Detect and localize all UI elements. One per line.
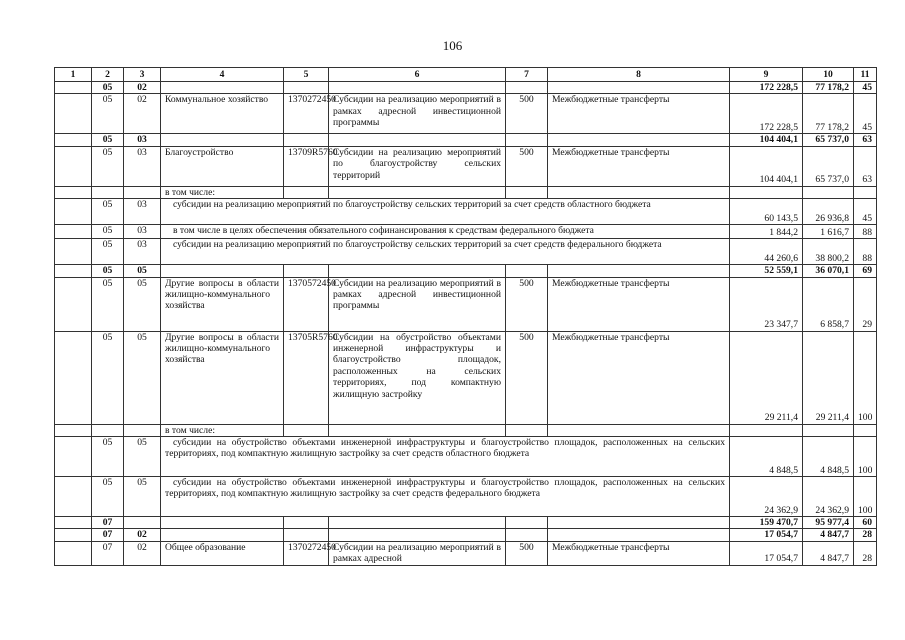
planned-amount: 104 404,1: [730, 134, 803, 146]
section-code: 05: [92, 265, 124, 277]
empty-cell: [55, 94, 92, 134]
section-code: 05: [92, 437, 124, 477]
subsection-code: 05: [124, 477, 161, 517]
header-cell: 1: [55, 68, 92, 82]
actual-amount: 95 977,4: [803, 517, 854, 529]
percent-value: 69: [854, 265, 877, 277]
section-code: 05: [92, 225, 124, 239]
subsection-code: [124, 517, 161, 529]
empty-cell: [55, 529, 92, 541]
planned-amount: 172 228,5: [730, 94, 803, 134]
section-code: 07: [92, 517, 124, 529]
item-name: Благоустройство: [161, 146, 284, 186]
empty-cell: [161, 82, 284, 94]
target-code: 1370572450: [284, 277, 329, 331]
header-cell: 11: [854, 68, 877, 82]
actual-amount: 4 848,5: [803, 437, 854, 477]
actual-amount: 1 616,7: [803, 225, 854, 239]
percent-value: 63: [854, 146, 877, 186]
target-code: 13709R5760: [284, 146, 329, 186]
empty-cell: [284, 529, 329, 541]
planned-amount: 60 143,5: [730, 199, 803, 225]
target-code: 1370272450: [284, 541, 329, 565]
actual-amount: 36 070,1: [803, 265, 854, 277]
subitem-text: субсидии на обустройство объектами инженерной инфраструктуры и благоустройство площадок, расположенных на сельских территориях, под компактную жилищную застройку за счет средств областного бюджета: [161, 437, 730, 477]
note-row: [55, 424, 877, 436]
empty-cell: [55, 134, 92, 146]
empty-cell: [284, 517, 329, 529]
subitem-row: [55, 225, 877, 239]
note-row: [55, 186, 877, 198]
item-description: Субсидии на реализацию мероприятий в рамках адресной инвестиционной программы: [329, 277, 506, 331]
planned-amount: 29 211,4: [730, 331, 803, 424]
empty-cell: [506, 265, 548, 277]
planned-amount: 44 260,6: [730, 239, 803, 265]
empty-cell: [92, 424, 124, 436]
empty-cell: [284, 265, 329, 277]
table-row: [55, 331, 877, 424]
header-cell: 4: [161, 68, 284, 82]
percent-value: 45: [854, 94, 877, 134]
actual-amount: 4 847,7: [803, 529, 854, 541]
actual-amount: 65 737,0: [803, 134, 854, 146]
empty-cell: [548, 82, 730, 94]
expense-type: 500: [506, 94, 548, 134]
actual-amount: 6 858,7: [803, 277, 854, 331]
section-total-row: [55, 529, 877, 541]
actual-amount: 24 362,9: [803, 477, 854, 517]
subsection-code: 03: [124, 146, 161, 186]
page-number: 106: [442, 38, 463, 53]
header-cell: 8: [548, 68, 730, 82]
subsection-code: 02: [124, 94, 161, 134]
empty-cell: [506, 424, 548, 436]
empty-cell: [329, 265, 506, 277]
subitem-text: субсидии на реализацию мероприятий по благоустройству сельских территорий за счет средств областного бюджета: [161, 199, 730, 225]
percent-value: 100: [854, 437, 877, 477]
expense-kind: Межбюджетные трансферты: [548, 541, 730, 565]
subitem-row: [55, 239, 877, 265]
expense-kind: Межбюджетные трансферты: [548, 94, 730, 134]
subsection-code: 05: [124, 265, 161, 277]
subsection-code: 02: [124, 82, 161, 94]
actual-amount: 77 178,2: [803, 82, 854, 94]
empty-cell: [548, 265, 730, 277]
empty-cell: [284, 424, 329, 436]
subitem-text: субсидии на реализацию мероприятий по благоустройству сельских территорий за счет средств федерального бюджета: [161, 239, 730, 265]
item-name: Коммунальное хозяйство: [161, 94, 284, 134]
item-description: Субсидии на обустройство объектами инженерной инфраструктуры и благоустройство площадок, расположенных на сельских территориях, под компактную жилищную застройку: [329, 331, 506, 424]
planned-amount: 17 054,7: [730, 541, 803, 565]
subsection-code: 02: [124, 541, 161, 565]
empty-cell: [329, 186, 506, 198]
empty-cell: [55, 186, 92, 198]
empty-cell: [55, 541, 92, 565]
header-cell: 7: [506, 68, 548, 82]
empty-cell: [506, 186, 548, 198]
percent-value: 88: [854, 225, 877, 239]
expense-kind: Межбюджетные трансферты: [548, 146, 730, 186]
subsection-code: 03: [124, 239, 161, 265]
empty-cell: [92, 186, 124, 198]
empty-cell: [55, 477, 92, 517]
subsection-code: 05: [124, 437, 161, 477]
empty-cell: [55, 424, 92, 436]
percent-value: 60: [854, 517, 877, 529]
percent-value: 45: [854, 82, 877, 94]
note-label: в том числе:: [161, 186, 284, 198]
empty-cell: [161, 529, 284, 541]
header-cell: 2: [92, 68, 124, 82]
section-code: 05: [92, 239, 124, 265]
empty-cell: [55, 239, 92, 265]
item-name: Другие вопросы в области жилищно-коммунального хозяйства: [161, 331, 284, 424]
planned-amount: 23 347,7: [730, 277, 803, 331]
budget-table: [54, 67, 877, 566]
empty-cell: [506, 134, 548, 146]
table-row: [55, 94, 877, 134]
item-name: Общее образование: [161, 541, 284, 565]
item-description: Субсидии на реализацию мероприятий по благоустройству сельских территорий: [329, 146, 506, 186]
empty-cell: [284, 134, 329, 146]
subitem-row: [55, 199, 877, 225]
empty-cell: [329, 134, 506, 146]
expense-type: 500: [506, 331, 548, 424]
planned-amount: 159 470,7: [730, 517, 803, 529]
expense-type: 500: [506, 277, 548, 331]
section-total-row: [55, 134, 877, 146]
header-cell: 5: [284, 68, 329, 82]
section-code: 07: [92, 541, 124, 565]
expense-kind: Межбюджетные трансферты: [548, 277, 730, 331]
subsection-code: 02: [124, 529, 161, 541]
empty-cell: [124, 186, 161, 198]
subitem-text: в том числе в целях обеспечения обязательного софинансирования к средствам федерального бюджета: [161, 225, 730, 239]
empty-cell: [548, 424, 730, 436]
percent-value: 29: [854, 277, 877, 331]
subsection-code: 03: [124, 199, 161, 225]
empty-cell: [854, 186, 877, 198]
subitem-row: [55, 437, 877, 477]
percent-value: 63: [854, 134, 877, 146]
empty-cell: [548, 186, 730, 198]
empty-cell: [55, 199, 92, 225]
planned-amount: 24 362,9: [730, 477, 803, 517]
empty-cell: [55, 82, 92, 94]
table-row: [55, 277, 877, 331]
percent-value: 100: [854, 331, 877, 424]
percent-value: 28: [854, 529, 877, 541]
section-code: 05: [92, 477, 124, 517]
empty-cell: [124, 424, 161, 436]
section-code: 05: [92, 331, 124, 424]
subsection-code: 05: [124, 277, 161, 331]
header-row: [55, 68, 877, 82]
subsection-code: 05: [124, 331, 161, 424]
section-code: 05: [92, 199, 124, 225]
planned-amount: 52 559,1: [730, 265, 803, 277]
percent-value: 28: [854, 541, 877, 565]
empty-cell: [55, 265, 92, 277]
empty-cell: [284, 186, 329, 198]
item-description: Субсидии на реализацию мероприятий в рамках адресной: [329, 541, 506, 565]
subsection-code: 03: [124, 134, 161, 146]
empty-cell: [329, 517, 506, 529]
section-code: 05: [92, 146, 124, 186]
empty-cell: [803, 424, 854, 436]
empty-cell: [55, 437, 92, 477]
empty-cell: [548, 529, 730, 541]
planned-amount: 4 848,5: [730, 437, 803, 477]
empty-cell: [803, 186, 854, 198]
empty-cell: [548, 134, 730, 146]
empty-cell: [329, 82, 506, 94]
empty-cell: [161, 265, 284, 277]
empty-cell: [329, 424, 506, 436]
empty-cell: [329, 529, 506, 541]
empty-cell: [284, 82, 329, 94]
target-code: 1370272450: [284, 94, 329, 134]
section-code: 05: [92, 94, 124, 134]
item-description: Субсидии на реализацию мероприятий в рамках адресной инвестиционной программы: [329, 94, 506, 134]
note-label: в том числе:: [161, 424, 284, 436]
empty-cell: [730, 424, 803, 436]
subitem-text: субсидии на обустройство объектами инженерной инфраструктуры и благоустройство площадок, расположенных на сельских территориях, под компактную жилищную застройку за счет средств федерального бюджета: [161, 477, 730, 517]
empty-cell: [730, 186, 803, 198]
percent-value: 45: [854, 199, 877, 225]
section-total-row: [55, 265, 877, 277]
empty-cell: [55, 225, 92, 239]
planned-amount: 104 404,1: [730, 146, 803, 186]
empty-cell: [55, 331, 92, 424]
section-code: 05: [92, 82, 124, 94]
percent-value: 100: [854, 477, 877, 517]
empty-cell: [55, 277, 92, 331]
target-code: 13705R5760: [284, 331, 329, 424]
subitem-row: [55, 477, 877, 517]
actual-amount: 4 847,7: [803, 541, 854, 565]
section-code: 05: [92, 134, 124, 146]
subsection-code: 03: [124, 225, 161, 239]
section-total-row: [55, 517, 877, 529]
expense-type: 500: [506, 541, 548, 565]
table-row: [55, 146, 877, 186]
planned-amount: 172 228,5: [730, 82, 803, 94]
section-code: 05: [92, 277, 124, 331]
empty-cell: [161, 517, 284, 529]
expense-kind: Межбюджетные трансферты: [548, 331, 730, 424]
expense-type: 500: [506, 146, 548, 186]
empty-cell: [161, 134, 284, 146]
planned-amount: 17 054,7: [730, 529, 803, 541]
empty-cell: [854, 424, 877, 436]
empty-cell: [506, 529, 548, 541]
planned-amount: 1 844,2: [730, 225, 803, 239]
empty-cell: [55, 517, 92, 529]
empty-cell: [506, 82, 548, 94]
empty-cell: [506, 517, 548, 529]
section-code: 07: [92, 529, 124, 541]
empty-cell: [548, 517, 730, 529]
section-total-row: [55, 82, 877, 94]
actual-amount: 26 936,8: [803, 199, 854, 225]
actual-amount: 29 211,4: [803, 331, 854, 424]
header-cell: 3: [124, 68, 161, 82]
table-row: [55, 541, 877, 565]
percent-value: 88: [854, 239, 877, 265]
empty-cell: [55, 146, 92, 186]
actual-amount: 65 737,0: [803, 146, 854, 186]
header-cell: 9: [730, 68, 803, 82]
actual-amount: 38 800,2: [803, 239, 854, 265]
header-cell: 6: [329, 68, 506, 82]
header-cell: 10: [803, 68, 854, 82]
item-name: Другие вопросы в области жилищно-коммунального хозяйства: [161, 277, 284, 331]
actual-amount: 77 178,2: [803, 94, 854, 134]
